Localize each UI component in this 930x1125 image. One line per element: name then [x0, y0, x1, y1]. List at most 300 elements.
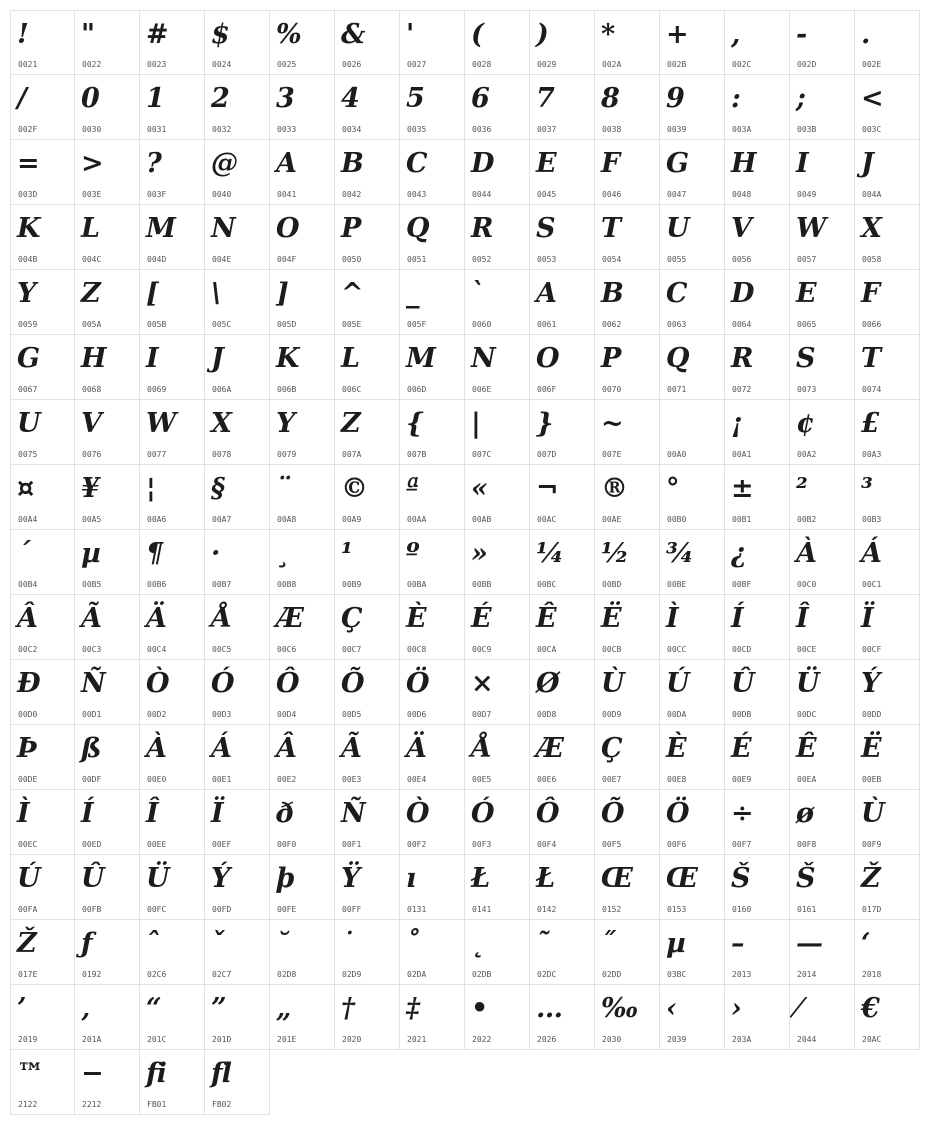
glyph-char: H [731, 148, 756, 179]
glyph-cell [725, 205, 790, 270]
glyph-code: 0069 [147, 385, 167, 394]
glyph-cell [335, 270, 400, 335]
glyph-char: M [146, 213, 175, 244]
glyph-cell [400, 920, 465, 985]
glyph-code: 00D5 [342, 710, 362, 719]
glyph-code: 003A [732, 125, 752, 134]
glyph-cell [530, 855, 595, 920]
glyph-code: 0131 [407, 905, 427, 914]
glyph-char: ¥ [81, 473, 99, 504]
glyph-cell [270, 790, 335, 855]
glyph-cell [270, 75, 335, 140]
glyph-cell [270, 530, 335, 595]
glyph-code: 00BE [667, 580, 687, 589]
glyph-cell [205, 660, 270, 725]
glyph-char: , [731, 19, 740, 50]
glyph-char: Q [666, 343, 689, 374]
glyph-cell [465, 10, 530, 75]
glyph-code: 02DB [472, 970, 492, 979]
glyph-char: fl [211, 1058, 231, 1089]
glyph-char: Å [211, 603, 231, 634]
glyph-char: ± [731, 473, 753, 504]
glyph-char: Í [81, 798, 93, 829]
glyph-char: Ñ [81, 668, 105, 699]
glyph-code: 0044 [472, 190, 492, 199]
glyph-cell [10, 595, 75, 660]
glyph-code: 0071 [667, 385, 687, 394]
glyph-cell [270, 205, 335, 270]
glyph-cell [660, 10, 725, 75]
glyph-char: ´ [17, 538, 30, 569]
glyph-code: 0033 [277, 125, 297, 134]
glyph-code: 007C [472, 450, 492, 459]
glyph-code: 0025 [277, 60, 297, 69]
glyph-cell [335, 790, 400, 855]
glyph-char: † [341, 993, 355, 1024]
glyph-code: 00D2 [147, 710, 167, 719]
glyph-char: N [211, 213, 235, 244]
glyph-char: Ë [861, 733, 881, 764]
glyph-cell [595, 790, 660, 855]
glyph-cell [790, 595, 855, 660]
glyph-char: X [211, 408, 231, 439]
glyph-code: 004C [82, 255, 102, 264]
glyph-char: Ñ [341, 798, 365, 829]
glyph-cell [595, 75, 660, 140]
glyph-code: 00B1 [732, 515, 752, 524]
glyph-code: 2018 [862, 970, 882, 979]
glyph-code: 0077 [147, 450, 167, 459]
glyph-char: C [406, 148, 427, 179]
glyph-cell [75, 595, 140, 660]
glyph-cell [660, 790, 725, 855]
glyph-code: 004F [277, 255, 297, 264]
glyph-cell [75, 530, 140, 595]
glyph-char: ¢ [796, 408, 814, 439]
glyph-cell [465, 985, 530, 1050]
glyph-cell [465, 75, 530, 140]
glyph-char: K [17, 213, 40, 244]
glyph-code: 002D [797, 60, 817, 69]
glyph-char: 6 [471, 83, 489, 114]
glyph-code: 006F [537, 385, 557, 394]
glyph-char: ƒ [81, 928, 92, 959]
glyph-char: G [666, 148, 689, 179]
glyph-grid [10, 10, 920, 1115]
glyph-cell [855, 660, 920, 725]
glyph-code: 00E9 [732, 775, 752, 784]
glyph-char: Q [406, 213, 429, 244]
glyph-cell [725, 140, 790, 205]
glyph-code: 00A6 [147, 515, 167, 524]
glyph-char: Î [796, 603, 808, 634]
glyph-char: µ [81, 538, 100, 569]
glyph-code: 00A4 [18, 515, 38, 524]
glyph-code: 0047 [667, 190, 687, 199]
glyph-code: 0061 [537, 320, 557, 329]
glyph-cell [335, 595, 400, 660]
glyph-char: • [471, 993, 488, 1024]
glyph-char: Ù [601, 668, 624, 699]
glyph-code: 00B6 [147, 580, 167, 589]
glyph-char: © [341, 473, 367, 504]
glyph-char: D [731, 278, 754, 309]
glyph-cell [75, 1050, 140, 1115]
glyph-cell [75, 465, 140, 530]
glyph-cell [400, 400, 465, 465]
glyph-code: 00E4 [407, 775, 427, 784]
glyph-char: M [406, 343, 435, 374]
glyph-char: H [81, 343, 106, 374]
glyph-char: þ [276, 863, 294, 894]
glyph-char: Â [17, 603, 37, 634]
glyph-char: W [146, 408, 176, 439]
glyph-code: 0075 [18, 450, 38, 459]
glyph-cell [790, 270, 855, 335]
glyph-char: É [731, 733, 751, 764]
glyph-code: 00B8 [277, 580, 297, 589]
glyph-code: 00C8 [407, 645, 427, 654]
glyph-code: 0032 [212, 125, 232, 134]
glyph-cell [75, 140, 140, 205]
glyph-char: È [666, 733, 686, 764]
glyph-code: 00EF [212, 840, 232, 849]
glyph-char: ^ [341, 278, 363, 309]
glyph-cell [205, 270, 270, 335]
glyph-char: Ü [146, 863, 169, 894]
glyph-char: V [731, 213, 751, 244]
glyph-char: § [211, 473, 225, 504]
glyph-code: 00F7 [732, 840, 752, 849]
glyph-char: ß [81, 733, 101, 764]
glyph-char: Õ [341, 668, 364, 699]
glyph-code: 00C9 [472, 645, 492, 654]
glyph-char: S [796, 343, 815, 374]
glyph-char: È [406, 603, 426, 634]
glyph-cell [465, 270, 530, 335]
glyph-char: . [861, 19, 870, 50]
glyph-cell [725, 10, 790, 75]
glyph-char: Y [276, 408, 295, 439]
glyph-char: ¶ [146, 538, 163, 569]
glyph-char: Ä [146, 603, 166, 634]
glyph-code: 2026 [537, 1035, 557, 1044]
glyph-code: 00AA [407, 515, 427, 524]
glyph-char: ø [796, 798, 814, 829]
glyph-cell [140, 270, 205, 335]
glyph-code: 00AB [472, 515, 492, 524]
glyph-code: 00FC [147, 905, 167, 914]
glyph-char: % [276, 19, 301, 50]
glyph-char: Ö [406, 668, 429, 699]
glyph-code: 0058 [862, 255, 882, 264]
glyph-char: Z [81, 278, 100, 309]
glyph-char: T [601, 213, 621, 244]
glyph-char: „ [276, 993, 291, 1024]
glyph-code: 0046 [602, 190, 622, 199]
glyph-cell [75, 725, 140, 790]
glyph-cell [205, 205, 270, 270]
glyph-char: ˘ [276, 928, 289, 959]
glyph-cell [465, 595, 530, 660]
glyph-cell [465, 530, 530, 595]
glyph-cell [400, 985, 465, 1050]
glyph-cell [530, 400, 595, 465]
glyph-code: 0022 [82, 60, 102, 69]
glyph-cell [790, 465, 855, 530]
glyph-cell [140, 725, 205, 790]
glyph-char: Ò [406, 798, 429, 829]
glyph-char: ` [471, 278, 484, 309]
glyph-char: V [81, 408, 101, 439]
glyph-char: B [601, 278, 623, 309]
glyph-char: ð [276, 798, 294, 829]
glyph-cell [75, 270, 140, 335]
glyph-code: 00FB [82, 905, 102, 914]
glyph-cell [270, 10, 335, 75]
glyph-code: 2212 [82, 1100, 102, 1109]
glyph-cell [465, 660, 530, 725]
glyph-code: 00BF [732, 580, 752, 589]
glyph-char: ‘ [861, 928, 870, 959]
glyph-char: Ý [211, 863, 230, 894]
glyph-char: 3 [276, 83, 294, 114]
glyph-char: ˇ [211, 928, 224, 959]
glyph-char: ˛ [471, 928, 484, 959]
glyph-code: 20AC [862, 1035, 882, 1044]
glyph-cell [790, 855, 855, 920]
glyph-char: ² [796, 473, 807, 504]
glyph-code: 0070 [602, 385, 622, 394]
glyph-cell [855, 400, 920, 465]
glyph-cell [465, 140, 530, 205]
glyph-code: 0065 [797, 320, 817, 329]
glyph-char: Æ [276, 603, 303, 634]
glyph-code: 00A5 [82, 515, 102, 524]
glyph-cell [790, 920, 855, 985]
glyph-code: 006B [277, 385, 297, 394]
glyph-code: 0072 [732, 385, 752, 394]
glyph-char: ¼ [536, 538, 564, 569]
glyph-cell [205, 855, 270, 920]
glyph-cell [140, 205, 205, 270]
glyph-code: 00CF [862, 645, 882, 654]
glyph-cell [140, 400, 205, 465]
glyph-code: 00D7 [472, 710, 492, 719]
glyph-char: 0 [81, 83, 99, 114]
glyph-code: 007A [342, 450, 362, 459]
glyph-char: K [276, 343, 299, 374]
glyph-code: 007E [602, 450, 622, 459]
glyph-cell [205, 790, 270, 855]
glyph-cell [205, 725, 270, 790]
glyph-cell [205, 465, 270, 530]
glyph-code: 00B5 [82, 580, 102, 589]
glyph-char: D [471, 148, 494, 179]
glyph-char: Û [731, 668, 754, 699]
glyph-char: – [731, 928, 744, 959]
glyph-char: Á [861, 538, 881, 569]
glyph-char: | [471, 408, 480, 439]
glyph-cell [75, 920, 140, 985]
glyph-char: E [536, 148, 556, 179]
glyph-cell [400, 205, 465, 270]
glyph-code: 00E3 [342, 775, 362, 784]
glyph-code: 201D [212, 1035, 232, 1044]
glyph-code: 0048 [732, 190, 752, 199]
glyph-cell [595, 400, 660, 465]
glyph-code: 0026 [342, 60, 362, 69]
glyph-char: O [536, 343, 559, 374]
glyph-char: ; [796, 83, 805, 114]
glyph-char: " [81, 19, 95, 50]
glyph-char: ¡ [731, 408, 742, 439]
glyph-code: 03BC [667, 970, 687, 979]
glyph-char: 1 [146, 83, 164, 114]
glyph-cell [400, 10, 465, 75]
glyph-cell [205, 595, 270, 660]
glyph-code: 00AC [537, 515, 557, 524]
glyph-code: 00C3 [82, 645, 102, 654]
glyph-cell [530, 660, 595, 725]
glyph-cell [725, 660, 790, 725]
glyph-cell [400, 140, 465, 205]
glyph-char: 9 [666, 83, 684, 114]
glyph-char: N [471, 343, 495, 374]
glyph-code: 00F5 [602, 840, 622, 849]
glyph-char: J [211, 343, 223, 374]
glyph-char: Á [211, 733, 231, 764]
glyph-char: ™ [17, 1058, 43, 1089]
glyph-cell [790, 530, 855, 595]
glyph-cell [595, 725, 660, 790]
glyph-char: P [601, 343, 621, 374]
glyph-char: × [471, 668, 493, 699]
glyph-cell [10, 660, 75, 725]
glyph-cell [725, 855, 790, 920]
glyph-char: ’ [17, 993, 26, 1024]
glyph-code: 0141 [472, 905, 492, 914]
glyph-code: 00C0 [797, 580, 817, 589]
glyph-code: 0028 [472, 60, 492, 69]
glyph-cell [660, 400, 725, 465]
glyph-cell [465, 790, 530, 855]
glyph-cell [140, 595, 205, 660]
glyph-code: 0031 [147, 125, 167, 134]
glyph-cell [660, 985, 725, 1050]
glyph-char: : [731, 83, 740, 114]
glyph-code: 0152 [602, 905, 622, 914]
glyph-cell [205, 920, 270, 985]
glyph-char: F [861, 278, 880, 309]
glyph-cell [530, 920, 595, 985]
glyph-cell [270, 140, 335, 205]
glyph-code: 007D [537, 450, 557, 459]
glyph-code: 02DC [537, 970, 557, 979]
glyph-cell [400, 465, 465, 530]
glyph-code: 02C7 [212, 970, 232, 979]
glyph-cell [595, 465, 660, 530]
glyph-cell [530, 790, 595, 855]
glyph-cell [465, 920, 530, 985]
glyph-char: « [471, 473, 487, 504]
glyph-code: 0153 [667, 905, 687, 914]
glyph-code: 00DB [732, 710, 752, 719]
glyph-char: › [731, 993, 741, 1024]
glyph-cell [140, 140, 205, 205]
glyph-char: Ù [861, 798, 884, 829]
glyph-char: Û [81, 863, 104, 894]
glyph-cell [10, 725, 75, 790]
glyph-cell [855, 855, 920, 920]
glyph-cell [270, 920, 335, 985]
glyph-char: Æ [536, 733, 563, 764]
glyph-code: 0027 [407, 60, 427, 69]
glyph-char: I [796, 148, 808, 179]
glyph-cell [530, 985, 595, 1050]
glyph-cell [335, 75, 400, 140]
glyph-cell [10, 270, 75, 335]
glyph-code: 00EC [18, 840, 38, 849]
glyph-char: − [81, 1058, 103, 1089]
glyph-char: ] [276, 278, 288, 309]
glyph-cell [660, 530, 725, 595]
glyph-code: 0049 [797, 190, 817, 199]
glyph-cell [530, 270, 595, 335]
glyph-char: Ä [406, 733, 426, 764]
glyph-char: Î [146, 798, 158, 829]
glyph-code: 002F [18, 125, 38, 134]
glyph-code: 00DD [862, 710, 882, 719]
glyph-char: ® [601, 473, 627, 504]
glyph-char: Š [731, 863, 750, 894]
glyph-char: ( [471, 19, 483, 50]
glyph-cell [725, 985, 790, 1050]
glyph-char: ˚ [406, 928, 419, 959]
glyph-char: · [211, 538, 220, 569]
glyph-char: ? [146, 148, 161, 179]
glyph-code: 2022 [472, 1035, 492, 1044]
glyph-cell [660, 920, 725, 985]
glyph-char: Œ [666, 863, 697, 894]
glyph-code: 2019 [18, 1035, 38, 1044]
glyph-code: 005F [407, 320, 427, 329]
glyph-char: ‰ [601, 993, 638, 1024]
glyph-code: 00E8 [667, 775, 687, 784]
glyph-code: 0079 [277, 450, 297, 459]
glyph-code: 0052 [472, 255, 492, 264]
glyph-code: 00FD [212, 905, 232, 914]
glyph-char: ” [211, 993, 226, 1024]
glyph-cell [140, 920, 205, 985]
glyph-code: 003E [82, 190, 102, 199]
glyph-cell [465, 400, 530, 465]
glyph-cell [660, 205, 725, 270]
glyph-code: 003F [147, 190, 167, 199]
glyph-char: > [81, 148, 103, 179]
glyph-char: * [601, 19, 615, 50]
glyph-cell [205, 10, 270, 75]
glyph-code: 00E1 [212, 775, 232, 784]
glyph-char: R [471, 213, 493, 244]
glyph-cell [595, 985, 660, 1050]
glyph-cell [465, 725, 530, 790]
glyph-code: 0142 [537, 905, 557, 914]
glyph-code: FB02 [212, 1100, 232, 1109]
glyph-cell [335, 660, 400, 725]
glyph-code: 002E [862, 60, 882, 69]
glyph-cell [140, 855, 205, 920]
